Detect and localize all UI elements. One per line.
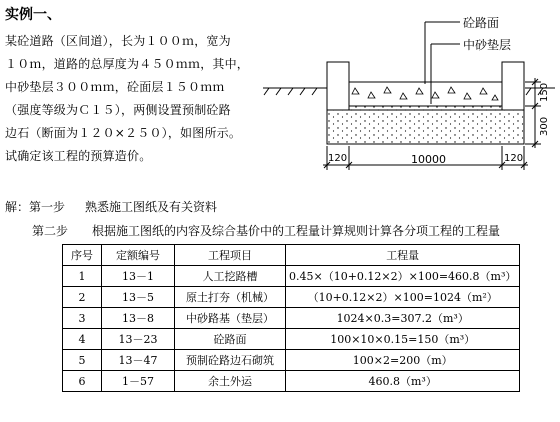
header-code: 定额编号	[102, 245, 175, 266]
cell-item: 中砂路基（垫层）	[175, 308, 286, 329]
left-curb-stone	[327, 62, 349, 110]
cell-seq: 1	[63, 266, 102, 287]
table-row	[63, 266, 520, 287]
table-row	[63, 308, 520, 329]
cell-item: 预制砼路边石砌筑	[175, 350, 286, 371]
cell-seq: 2	[63, 287, 102, 308]
problem-line-6: 试确定该工程的预算造价。	[5, 149, 152, 163]
cell-item: 原土打夯（机械）	[175, 287, 286, 308]
cell-quantity: 1024×0.3=307.2（m³）	[286, 308, 520, 329]
dim-left-120: 120	[328, 153, 348, 164]
label-concrete-surface: 砼路面	[463, 16, 500, 30]
cell-quantity: 460.8（m³）	[286, 371, 520, 392]
problem-line-2: １０ｍ，道路的总厚度为４５０ｍｍ，其中，	[5, 57, 250, 71]
problem-line-1: 某砼道路（区间道），长为１００ｍ，宽为	[5, 34, 231, 48]
cell-seq: 4	[63, 329, 102, 350]
table-row	[63, 350, 520, 371]
table-row	[63, 371, 520, 392]
step1-label: 解：第一步	[5, 200, 66, 214]
quantity-table	[62, 244, 520, 392]
problem-line-4: （强度等级为Ｃ１５），两侧设置预制砼路	[5, 103, 231, 117]
cell-code: 13－47	[102, 350, 175, 371]
header-quantity: 工程量	[286, 245, 520, 266]
cell-quantity: 100×2=200（m）	[286, 350, 520, 371]
dim-150: 150	[539, 82, 550, 102]
table-header-row	[63, 245, 520, 266]
cell-code: 13－5	[102, 287, 175, 308]
table-row	[63, 287, 520, 308]
dim-300: 300	[539, 116, 550, 136]
step1-text: 熟悉施工图纸及有关资料	[85, 200, 218, 214]
cell-item: 人工挖路槽	[175, 266, 286, 287]
cell-item: 余土外运	[175, 371, 286, 392]
ground-hatch-left	[263, 88, 327, 95]
solution-step-1	[5, 198, 217, 215]
cell-quantity: 100×10×0.15=150（m³）	[286, 329, 520, 350]
solution-step-2	[32, 222, 500, 239]
road-cross-section-diagram	[255, 0, 560, 178]
right-curb-stone	[502, 62, 524, 110]
cell-seq: 6	[63, 371, 102, 392]
problem-line-5: 边石（断面为１２０×２５０），如图所示。	[5, 126, 242, 140]
cell-item: 砼路面	[175, 329, 286, 350]
dim-right-120: 120	[504, 153, 524, 164]
cell-code: 13－8	[102, 308, 175, 329]
step2-label: 第二步	[32, 224, 69, 238]
example-title: 实例一、	[5, 7, 61, 23]
cell-code: 13－23	[102, 329, 175, 350]
label-sand-cushion: 中砂垫层	[463, 38, 512, 52]
cell-quantity: （10+0.12×2）×100=1024（m²）	[286, 287, 520, 308]
table-row	[63, 329, 520, 350]
step2-text: 根据施工图纸的内容及综合基价中的工程量计算规则计算各分项工程的工程量	[92, 224, 501, 238]
header-item: 工程项目	[175, 245, 286, 266]
cell-quantity: 0.45×（10+0.12×2）×100=460.8（m³）	[286, 266, 520, 287]
cell-code: 1－57	[102, 371, 175, 392]
header-seq: 序号	[63, 245, 102, 266]
dim-10000: 10000	[411, 153, 446, 166]
problem-line-3: 中砂垫层３００ｍｍ，砼面层１５０ｍｍ	[5, 80, 225, 94]
cell-code: 13－1	[102, 266, 175, 287]
cell-seq: 3	[63, 308, 102, 329]
cell-seq: 5	[63, 350, 102, 371]
sand-cushion-layer	[327, 110, 524, 144]
